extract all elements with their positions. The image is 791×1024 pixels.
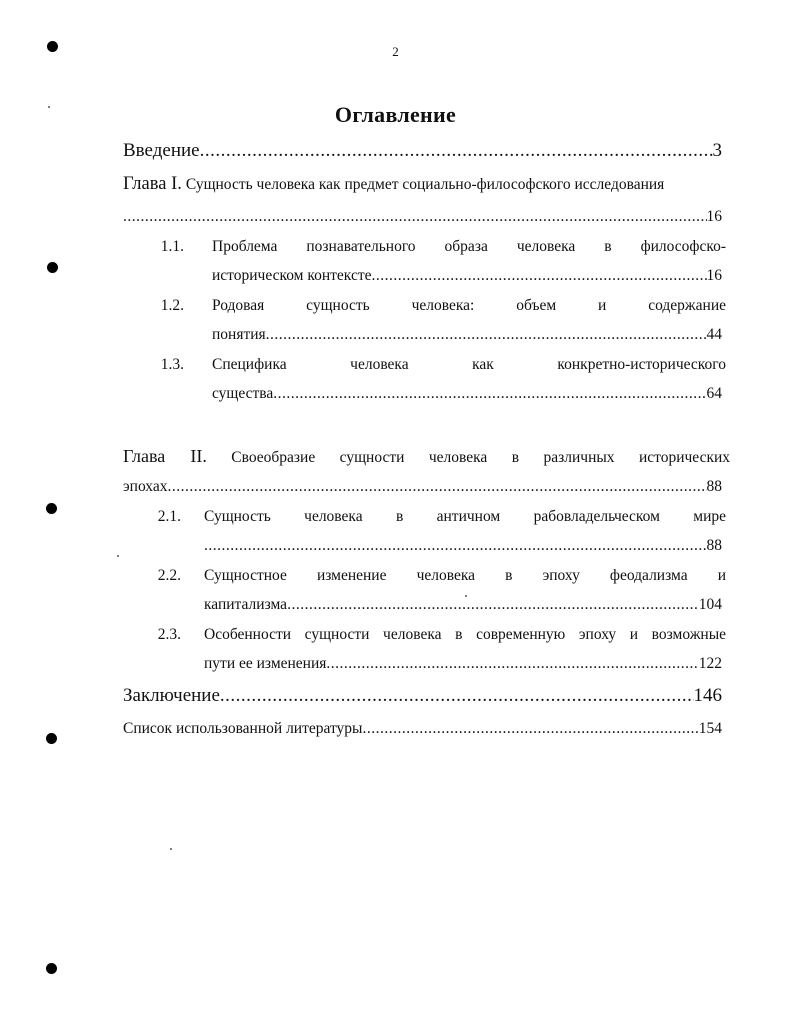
toc-entry-label: Заключение — [123, 685, 220, 706]
dot-leader — [220, 685, 694, 707]
toc-entry-page: 104 — [698, 596, 722, 613]
toc-entry-page: 3 — [712, 140, 722, 161]
section-text: историческом контексте — [212, 267, 372, 284]
toc-section-2-2[interactable]: Сущностное изменение человека в эпоху феодализма и — [204, 567, 726, 584]
section-number: 1.1. — [160, 238, 184, 255]
toc-chapter-1-page-line — [123, 208, 722, 226]
toc-section-1-2[interactable]: Родовая сущность человека: объем и содержание — [212, 297, 726, 314]
section-number: 2.2. — [157, 567, 181, 584]
section-number: 1.3. — [160, 356, 184, 373]
dot-leader — [273, 385, 706, 403]
chapter-title: Сущность человека как предмет социально-философского исследования — [185, 176, 665, 193]
binder-hole-mark — [46, 733, 57, 744]
section-number: 2.1. — [157, 508, 181, 525]
dot-leader — [204, 537, 707, 555]
toc-section-1-3-page-line — [212, 385, 722, 403]
section-number: 2.3. — [157, 626, 181, 643]
toc-entry-intro[interactable] — [123, 140, 722, 162]
toc-section-1-1-page-line — [212, 267, 722, 285]
toc-entry-page: 64 — [706, 385, 722, 402]
toc-entry-page: 146 — [693, 685, 722, 706]
toc-chapter-2[interactable] — [123, 446, 730, 467]
scan-speck — [117, 555, 119, 557]
toc-section-2-2-page-line — [204, 596, 722, 614]
section-text: пути ее изменения — [204, 655, 327, 672]
section-text: капитализма — [204, 596, 288, 613]
binder-hole-mark — [46, 503, 57, 514]
toc-entry-page: 88 — [706, 537, 722, 554]
toc-chapter-1[interactable] — [123, 174, 735, 195]
section-number: 1.2. — [160, 297, 184, 314]
chapter-label: Глава I. — [123, 174, 182, 194]
toc-entry-label: Введение — [123, 140, 200, 161]
toc-chapter-2-page-line — [123, 478, 722, 496]
dot-leader — [200, 140, 713, 162]
chapter-title: Своеобразие сущности человека в различных исторических — [231, 449, 731, 466]
page-number: 2 — [392, 44, 399, 59]
toc-entry-page: 16 — [706, 267, 722, 284]
dot-leader — [123, 208, 707, 226]
section-text: понятия — [212, 326, 266, 343]
toc-entry-page: 154 — [698, 720, 722, 737]
toc-entry-conclusion[interactable] — [123, 685, 722, 707]
toc-entry-label: Список использованной литературы — [123, 720, 363, 737]
toc-entry-page: 122 — [698, 655, 722, 672]
toc-section-2-1-page-line — [204, 537, 722, 555]
toc-section-1-3[interactable]: Специфика человека как конкретно-исторического — [212, 356, 726, 373]
dot-leader — [362, 720, 698, 738]
binder-hole-mark — [46, 963, 57, 974]
section-text: существа — [212, 385, 274, 402]
dot-leader — [287, 596, 699, 614]
dot-leader — [371, 267, 706, 285]
toc-entry-bibliography[interactable] — [123, 720, 722, 738]
toc-section-2-1[interactable]: Сущность человека в античном рабовладельческом мире — [204, 508, 726, 525]
chapter-title-cont: эпохах — [123, 478, 168, 495]
chapter-label: Глава II. — [123, 446, 207, 466]
toc-entry-page: 16 — [706, 208, 722, 225]
toc-section-1-2-page-line — [212, 326, 722, 344]
toc-entry-page: 44 — [706, 326, 722, 343]
dot-leader — [326, 655, 698, 673]
toc-section-2-3[interactable]: Особенности сущности человека в современную эпоху и возможные — [204, 626, 726, 643]
dot-leader — [266, 326, 707, 344]
page-title: Оглавление — [334, 102, 457, 127]
toc-section-2-3-page-line — [204, 655, 722, 673]
toc-entry-page: 88 — [706, 478, 722, 495]
binder-hole-mark — [47, 262, 58, 273]
scan-speck — [170, 848, 172, 850]
toc-section-1-1[interactable]: Проблема познавательного образа человека в философско- — [212, 238, 726, 255]
dot-leader — [168, 478, 707, 496]
